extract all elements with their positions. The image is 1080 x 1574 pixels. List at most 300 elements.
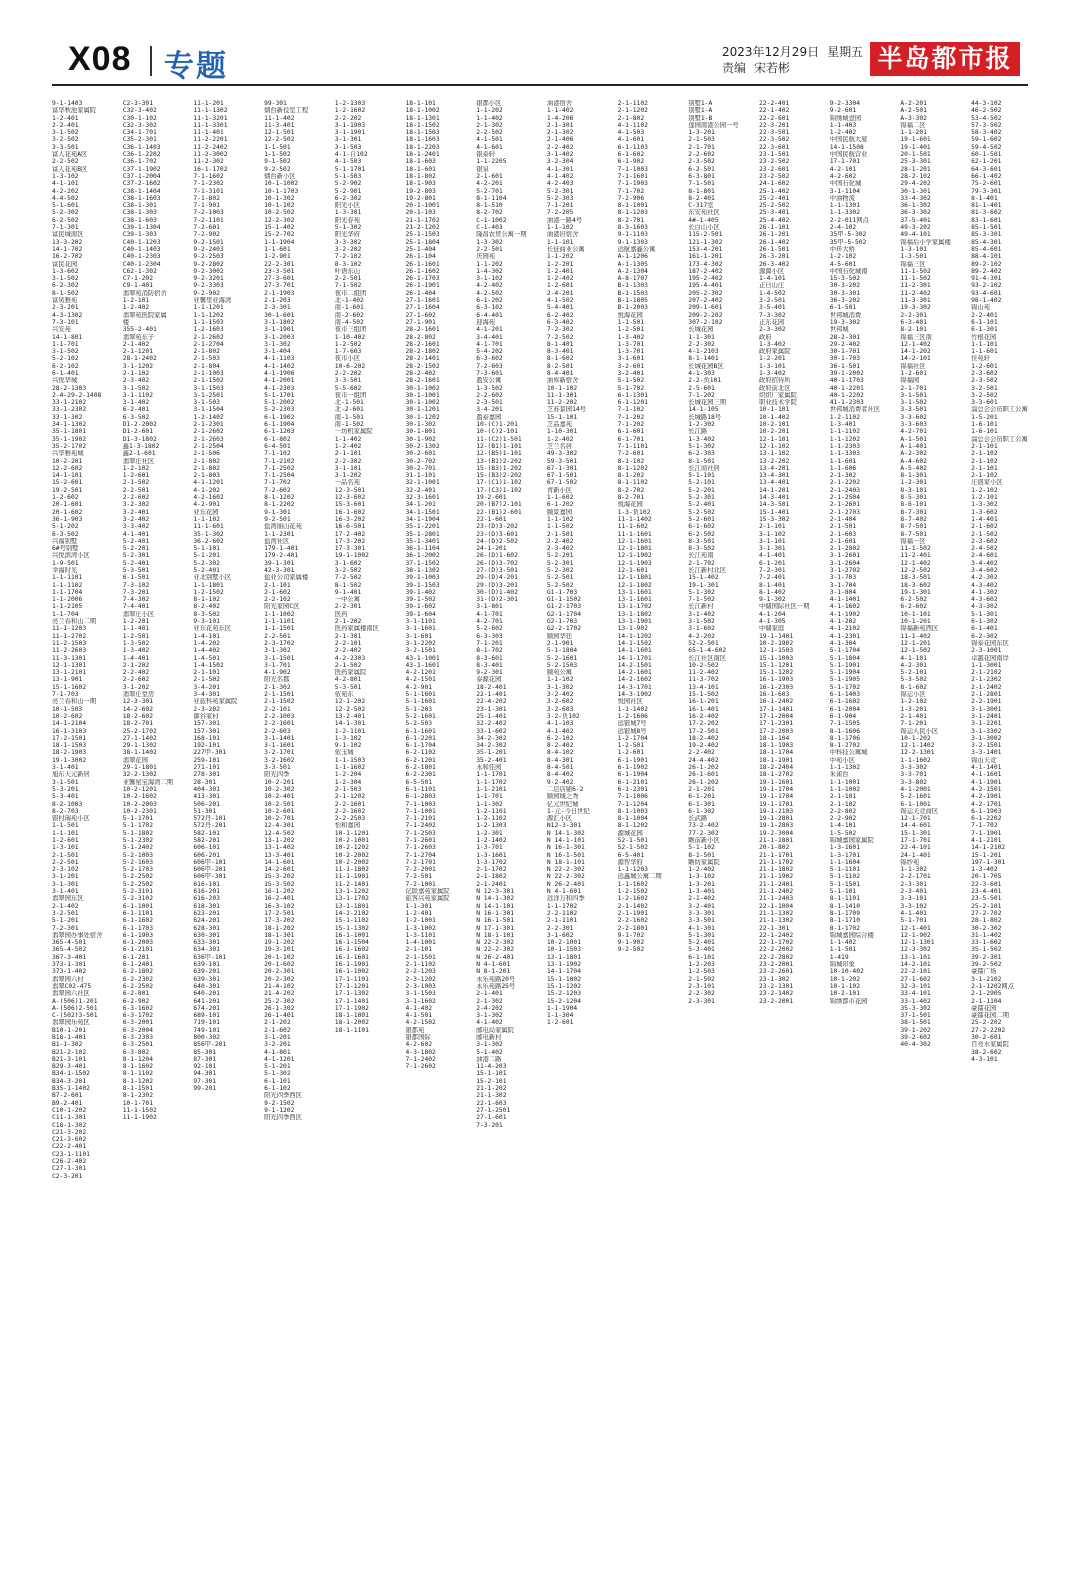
listing-entry: 1-3-402 <box>759 369 786 377</box>
listing-entry: 1-1-1904 <box>264 238 295 246</box>
listing-entry: 1-3-102 <box>688 873 715 881</box>
listing-entry: 4-2-901 <box>193 501 220 509</box>
listing-entry: 3-1-401 <box>52 888 79 896</box>
listing-entry: 373-1-301 <box>52 961 87 969</box>
listing-entry: 29-4-202 <box>900 180 931 188</box>
listing-entry: 87-301 <box>193 1055 217 1063</box>
listing-entry: 27-2-2202 <box>971 1026 1006 1034</box>
listing-entry: 27-1-602 <box>900 975 931 983</box>
listing-entry: 6-1-501 <box>122 574 150 582</box>
listing-entry: 22-4-202 <box>476 698 507 706</box>
listing-entry: 6-2-402 <box>546 311 574 319</box>
listing-entry: 12-1-1801 <box>617 545 652 553</box>
listing-entry: 3-3-402 <box>122 523 150 531</box>
listing-entry: 兴悦滨湾小区 <box>52 552 90 560</box>
listing-entry: 1-2-401 <box>52 114 79 122</box>
listing-entry: 17-3-202 <box>264 917 295 925</box>
listing-entry: 6-1-802 <box>264 435 291 443</box>
listing-entry: 2-2-1901 <box>971 698 1002 706</box>
listing-entry: 夜市一组团 <box>334 391 367 399</box>
listing-entry: 10-2-602 <box>52 712 83 720</box>
listing-entry: 19-1-1704 <box>759 793 794 801</box>
listing-entry: 4-1-202 <box>829 618 857 626</box>
listing-entry: 1-2-1402 <box>193 413 224 421</box>
listing-entry: 11-1-401 <box>193 129 224 137</box>
listing-entry: 瞻纺家属院 <box>688 858 720 866</box>
listing-entry: 2-2-802 <box>829 807 857 815</box>
listing-entry: 11-1-1802 <box>334 866 369 874</box>
listing-entry: 624-201 <box>193 917 220 925</box>
listing-entry: 7-2-301 <box>52 924 79 932</box>
listing-entry: A-2-501 <box>900 107 927 115</box>
listing-entry: 3-3-301 <box>688 909 715 917</box>
listing-entry: 2-3-502 <box>971 377 998 385</box>
listing-entry: 3-1-102 <box>759 530 786 538</box>
listing-entry: 8-3-1603 <box>617 224 648 232</box>
listing-entry: 4-1-2103 <box>688 348 719 356</box>
listing-entry: 38-1-1302 <box>405 567 440 574</box>
listing-entry: 1-1-3001 <box>971 661 1002 669</box>
listing-entry: 16-1-1001 <box>334 931 369 939</box>
listing-entry: 4-1-1102 <box>617 121 648 129</box>
listing-entry: 13-1-2101 <box>52 669 87 677</box>
listing-entry: 639-101 <box>193 961 220 969</box>
listing-entry: 23-2-2001 <box>759 961 794 969</box>
listing-entry: 31-(D)2-301 <box>476 596 518 604</box>
listing-entry: 2-1-2601 <box>829 501 861 509</box>
listing-entry: 9-2-3201 <box>193 275 224 283</box>
listing-entry: 2-1-102 <box>971 457 998 465</box>
listing-entry: 17-(C1)1-102 <box>476 479 522 487</box>
listing-entry: 3-5-401 <box>759 304 786 312</box>
listing-entry: 6-2-2302 <box>122 975 154 983</box>
listing-entry: 6-2-1102 <box>405 749 436 757</box>
listing-entry: 25-2-1702 <box>122 727 157 735</box>
listing-entry: A-1-1305 <box>617 260 648 268</box>
listing-entry: 4-2-1701 <box>971 800 1002 808</box>
listing-entry: 10-1-701 <box>122 1099 154 1107</box>
listing-entry: 庆园苑 <box>476 253 496 261</box>
listing-entry: 207-2-402 <box>688 297 723 305</box>
listing-entry: 14-1-801 <box>52 333 83 341</box>
listing-entry: 2-3-602 <box>971 369 998 377</box>
listing-entry: A-1-501 <box>900 435 927 443</box>
listing-entry: 25-2-202 <box>971 1019 1002 1027</box>
listing-entry: 3-3-1401 <box>971 749 1002 757</box>
listing-entry: 青新小区 <box>546 486 573 494</box>
listing-entry: 3-1-2102 <box>971 975 1002 983</box>
listing-entry: 1-2-102 <box>971 486 998 494</box>
listing-entry: 7-1-202 <box>617 421 645 429</box>
listing-entry: 6-3-2501 <box>122 1041 154 1049</box>
listing-entry: 18-1-2702 <box>759 771 794 779</box>
listing-entry: 11-1-1402 <box>617 515 652 523</box>
listing-entry: 3-3-601 <box>971 399 998 407</box>
listing-entry: 2-1-502 <box>193 676 220 684</box>
listing-entry: 19-1-1704 <box>759 785 794 793</box>
listing-entry: 8-7-501 <box>900 523 927 531</box>
listing-entry: 2-1-2302 <box>971 676 1002 684</box>
listing-entry: 1-2-101 <box>971 494 998 502</box>
listing-entry: 4-1-1103 <box>264 355 295 363</box>
listing-entry: 14-1-2102 <box>971 844 1006 852</box>
listing-entry: 1-2-1303 <box>476 822 507 830</box>
listing-entry: 3-4-201 <box>193 683 220 691</box>
listing-entry: 10-2-1602 <box>122 793 157 801</box>
listing-entry: 1-3-302 <box>971 501 998 509</box>
listing-entry: 6-1-501 <box>829 304 857 312</box>
listing-entry: 银都小区 <box>476 100 502 107</box>
listing-entry: 4-1-2101 <box>971 836 1002 844</box>
listing-entry: 4-1-302 <box>971 588 998 596</box>
listing-entry: 莲园南港公园一号 <box>688 121 739 129</box>
listing-entry: 3-1-1903 <box>334 121 366 129</box>
listing-entry: 373-1-402 <box>52 968 87 976</box>
listing-column <box>406 100 474 1562</box>
listing-entry: 5-1-2302 <box>122 836 154 844</box>
listing-entry: 5-2-2502 <box>122 880 154 888</box>
listing-entry: 2-1-2504 <box>829 494 861 502</box>
listing-entry: 153-4-201 <box>688 245 723 253</box>
listing-entry: 1-2-1101 <box>334 727 366 735</box>
listing-entry: C38-1-301 <box>122 202 157 210</box>
listing-entry: 39-1-402 <box>405 588 436 596</box>
listing-entry: 2-4-202 <box>476 1004 503 1012</box>
listing-entry: 1-2-501 <box>617 326 645 334</box>
listing-entry: 7-1-901 <box>193 202 220 210</box>
listing-entry: 20-1-102 <box>264 953 295 961</box>
listing-entry: 15-1-1202 <box>759 669 794 677</box>
listing-entry: 油库新宿舍 <box>546 377 579 385</box>
listing-entry: 1-2-203 <box>688 961 715 969</box>
listing-entry: 4-2-2303 <box>334 654 366 662</box>
newspaper-masthead: 半岛都市报 <box>870 42 1020 76</box>
listing-entry: 1-2-402 <box>546 435 574 443</box>
listing-entry: 锦福新苑西区 <box>900 625 939 633</box>
listing-entry: 19-3-101 <box>264 946 295 954</box>
listing-entry: 4-1-2301 <box>829 632 861 640</box>
listing-entry: 8-3-101 <box>900 486 927 494</box>
listing-entry: 355-2-401 <box>122 326 157 334</box>
listing-entry: 22-1-401 <box>476 691 507 699</box>
listing-entry: 17-1-701 <box>829 158 861 166</box>
listing-entry: 25-1-1804 <box>405 238 440 246</box>
listing-entry: 2-1-1702 <box>476 866 507 874</box>
listing-entry: 8-1-401 <box>759 581 786 589</box>
listing-entry: 邮电新村 <box>476 1034 502 1041</box>
listing-entry: 2-1-2703 <box>829 508 861 516</box>
listing-entry: 16-6-501 <box>334 523 366 531</box>
listing-entry: 15-2-1204 <box>546 997 582 1005</box>
listing-entry: 15-2-702 <box>264 231 295 239</box>
listing-entry: 5-1-302 <box>334 224 362 232</box>
listing-entry: 百亮水家属院 <box>971 1041 1009 1049</box>
listing-entry: 1-3-301 <box>334 209 362 217</box>
listing-entry: 6-1-602 <box>617 151 645 159</box>
listing-entry: 689-101 <box>193 1012 220 1020</box>
listing-entry: 22-2-2802 <box>759 953 794 961</box>
listing-entry: 1-元-今日世纪 <box>546 807 590 815</box>
listing-entry: 5-2-901 <box>334 187 362 195</box>
listing-entry: 6-3-402 <box>546 318 574 326</box>
listing-entry: 3-3-101 <box>900 895 927 903</box>
listing-entry: 4-2-403 <box>546 180 574 188</box>
listing-entry: 1-10-301 <box>546 428 578 436</box>
listing-entry: 锦运小区 <box>900 691 926 699</box>
listing-entry: 3-1-101 <box>334 464 362 472</box>
listing-entry: 3-2-401 <box>688 902 715 910</box>
listing-entry: 银泉 <box>476 165 489 173</box>
listing-entry: 8-1-102 <box>617 457 645 465</box>
listing-entry: 36-1-501 <box>829 362 861 370</box>
listing-entry: C22-2-401 <box>52 1143 87 1151</box>
listing-entry: 18-2-2404 <box>759 764 794 772</box>
listing-entry: 24-(D)2-502 <box>476 537 518 545</box>
listing-entry: 4-2-1502 <box>405 1019 436 1027</box>
listing-entry: 幸福时光 <box>52 567 78 574</box>
listing-entry: 盈安公寓 <box>476 377 502 385</box>
listing-entry: 7-1-1602 <box>193 172 224 180</box>
listing-entry: 1-1-301 <box>405 902 433 910</box>
listing-entry: 10-2-1201 <box>122 785 157 793</box>
listing-entry: 8-1-1602 <box>122 1063 154 1071</box>
listing-entry: 719-101 <box>193 1019 220 1027</box>
listing-entry: 73-2-402 <box>688 822 719 830</box>
listing-entry: 5-2-902 <box>334 180 362 188</box>
listing-entry: 12-2-1301 <box>900 749 935 757</box>
listing-entry: 2-1-402 <box>122 340 150 348</box>
listing-entry: C2-3-301 <box>122 100 154 107</box>
listing-entry: 2-2-302 <box>688 340 715 348</box>
page-number: X08 <box>68 40 132 78</box>
listing-entry: 亚馨星宝海湾二期 <box>122 778 174 786</box>
listing-entry: 1-3-402 <box>122 647 150 655</box>
listing-entry: 3-1-1102 <box>122 391 154 399</box>
listing-entry: 22-1-601 <box>476 515 507 523</box>
listing-entry: 5-1-1704 <box>829 647 861 655</box>
listing-entry: 2-2-1602 <box>334 807 366 815</box>
listing-entry: 5-2-1003 <box>122 851 154 859</box>
listing-entry: 28-1-2402 <box>122 355 157 363</box>
listing-entry: 8-1-402 <box>759 588 786 596</box>
listing-entry: 13-2-401 <box>334 712 366 720</box>
listing-entry: 22-1-301 <box>759 924 790 932</box>
listing-entry: 4-1-401 <box>759 552 786 560</box>
listing-entry: 1-2-301 <box>900 479 927 487</box>
listing-entry: 21-1-1801 <box>759 836 794 844</box>
listing-entry: 2-2-902 <box>829 815 857 823</box>
listing-entry: 10-1-101 <box>900 610 931 618</box>
listing-entry: 6-2-801 <box>122 990 150 998</box>
listing-entry: 12-1-101 <box>759 435 790 443</box>
listing-entry: 3-3-302 <box>900 764 927 772</box>
listing-entry: C11-1-301 <box>52 1114 87 1122</box>
listing-entry: 6-1-1201 <box>617 399 648 407</box>
listing-entry: 179-2-401 <box>264 552 299 560</box>
listing-entry: 7-1-502 <box>334 282 362 290</box>
listing-entry: 7-1-703 <box>52 691 79 699</box>
listing-entry: 6-2-502 <box>52 216 79 224</box>
listing-entry: 19-1-1601 <box>759 778 794 786</box>
listing-entry: 26-1-302 <box>264 1004 295 1012</box>
listing-entry: 8-1-501 <box>688 851 715 859</box>
listing-entry: 11-1-201 <box>193 100 224 107</box>
listing-entry: 22-2-601 <box>759 114 790 122</box>
listing-entry: 8-3-102 <box>334 260 362 268</box>
listing-entry: 1-3-502 <box>476 384 503 392</box>
listing-entry: 8-1-602 <box>900 683 927 691</box>
listing-entry: 28-2-1601 <box>405 377 440 385</box>
listing-entry: 4-3-101 <box>971 1055 998 1063</box>
listing-entry: G2-1-1704 <box>546 610 582 618</box>
listing-entry: 3-1-404 <box>264 348 291 356</box>
listing-entry: 29-(D)3-201 <box>476 581 518 589</box>
editor-name: 宋若彬 <box>754 61 791 75</box>
listing-entry: 1-4-101 <box>759 275 786 283</box>
listing-entry: A-2-302 <box>900 450 927 458</box>
listing-entry: 10-2-201 <box>759 428 790 436</box>
listing-entry: 3-1-502 <box>688 618 715 626</box>
listing-entry: 7-1-2704 <box>405 851 436 859</box>
listing-entry: 3-1-3002 <box>971 734 1002 742</box>
listing-entry: 2-1-404 <box>829 515 857 523</box>
listing-entry: 1-3-402 <box>688 435 715 443</box>
listing-entry: 30-1-703 <box>829 355 861 363</box>
listing-entry: 52-1-502 <box>617 844 648 852</box>
listing-entry: 23-2-601 <box>759 165 790 173</box>
listing-entry: 1-3-602 <box>971 508 998 516</box>
listing-entry: 8-6-101 <box>900 501 927 509</box>
listing-entry: B-1-1805 <box>617 297 648 305</box>
listing-entry: 5-4-202 <box>476 348 503 356</box>
listing-entry: 8-1-1410 <box>829 902 861 910</box>
listing-entry: 7-4-302 <box>122 596 150 604</box>
listing-entry: 5-2-701 <box>476 187 503 195</box>
listing-entry: 1-1-1503 <box>334 756 366 764</box>
listing-entry: 24-1-201 <box>476 545 507 553</box>
listing-entry: 5-2-502 <box>546 581 574 589</box>
listing-entry: 8-4-102 <box>546 749 574 757</box>
listing-entry: 606-101 <box>193 844 220 852</box>
listing-entry: 15-3-302 <box>759 515 790 523</box>
listing-entry: 6-1-202 <box>476 297 503 305</box>
listing-entry: 1-1-502 <box>264 151 291 159</box>
listing-entry: 30-1-1001 <box>405 391 440 399</box>
listing-entry: 20-1-601 <box>52 501 83 509</box>
listing-entry: 3-3-501 <box>334 377 362 385</box>
listing-entry: 5-2-503 <box>405 720 433 728</box>
listing-entry: 2-1-102 <box>971 472 998 480</box>
listing-entry: 医药 <box>334 610 348 618</box>
listing-entry: 7-2-902 <box>193 231 220 239</box>
listing-entry: 19-3-302 <box>900 304 931 312</box>
listing-entry: 367-3-401 <box>52 953 87 961</box>
listing-entry: 20-1-802 <box>759 844 790 852</box>
listing-entry: 11-3-401 <box>264 121 295 129</box>
listing-entry: 4-1-1201 <box>264 1055 295 1063</box>
listing-entry: 34-2-302 <box>476 742 507 750</box>
listing-entry: 1-2-101 <box>122 297 150 305</box>
listing-entry: 85-4-301 <box>971 238 1002 246</box>
listing-entry: 278-301 <box>193 771 220 779</box>
listing-entry: 10-1-202 <box>900 734 931 742</box>
listing-entry: 1-1-102 <box>546 676 574 684</box>
listing-entry: 209-2-202 <box>688 311 723 319</box>
listing-entry: 8-4-301 <box>546 756 574 764</box>
listing-entry: 7-2-102 <box>334 253 362 261</box>
listing-entry: 2-2-502 <box>52 158 79 166</box>
listing-entry: 6-3-1602 <box>122 1004 154 1012</box>
listing-entry: 15-1-301 <box>900 829 931 837</box>
listing-entry: 银村瑞苑小区 <box>52 815 90 823</box>
listing-entry: 20-1-1001 <box>405 202 440 210</box>
listing-entry: 23-5-501 <box>971 895 1002 903</box>
listing-entry: 富人花苑A区 <box>52 151 88 159</box>
listing-entry: 2-2-401 <box>52 121 79 129</box>
listing-entry: 7-1-501 <box>688 180 715 188</box>
listing-entry: 14-1-301 <box>334 720 366 728</box>
listing-entry: 14-1-1601 <box>617 647 652 655</box>
listing-entry: 1-1-1202 <box>193 311 224 319</box>
listing-entry: 1-1-302 <box>900 866 927 874</box>
listing-entry: 2-2-301 <box>546 924 574 932</box>
listing-entry: N 4-1-601 <box>546 888 582 896</box>
listing-entry: 6-1-701 <box>617 435 645 443</box>
listing-entry: 5-1-301 <box>971 610 998 618</box>
listing-entry: 18-1-101 <box>405 100 436 107</box>
listing-entry: 15-1-402 <box>688 574 719 582</box>
listing-entry: 1-1-2303 <box>829 442 861 450</box>
listing-entry: 3-1-301 <box>52 880 79 888</box>
listing-entry: 6-2-302 <box>971 632 998 640</box>
listing-entry: 13-1-1801 <box>334 902 369 910</box>
listing-entry: 6-3-102 <box>476 304 503 312</box>
listing-entry: 亚馨里亚海湾 <box>193 297 232 305</box>
listing-entry: 9-1-1303 <box>617 238 648 246</box>
listing-entry: 11-1-602 <box>617 523 648 531</box>
listing-entry: 13-1-1702 <box>334 895 369 903</box>
listing-entry: 2-2-202 <box>334 369 362 377</box>
listing-entry: 世邦城消费 <box>829 311 862 319</box>
listing-entry: 11-1-301 <box>546 391 578 399</box>
listing-entry: 22-3-201 <box>759 121 790 129</box>
listing-entry: 30-1-1002 <box>405 399 440 407</box>
listing-entry: 36-1-302 <box>900 202 931 210</box>
listing-column <box>971 100 1039 1562</box>
listing-entry: 15-1-1002 <box>546 975 582 983</box>
listing-entry: 10-1-101 <box>759 406 790 414</box>
listing-entry: 30-1-801 <box>405 428 436 436</box>
listing-entry: 1-1-1702 <box>546 902 578 910</box>
listing-entry: D1-2-2002 <box>122 421 157 429</box>
listing-entry: 3-4-201 <box>476 406 503 414</box>
listing-entry: 2-1-1903 <box>264 289 295 297</box>
listing-entry: 5-3-501 <box>334 683 362 691</box>
listing-entry: 94-301 <box>193 1070 217 1078</box>
listing-entry: 10-2-101 <box>829 990 861 998</box>
listing-entry: 5-2-501 <box>546 574 574 582</box>
listing-entry: 40-1-2201 <box>829 384 864 392</box>
listing-entry: 13-1-902 <box>617 625 648 633</box>
listing-entry: 亚旅科苑家属院 <box>193 698 238 706</box>
listing-entry: 中储家庭 <box>759 625 785 633</box>
listing-column <box>900 100 968 1562</box>
listing-entry: 6-2-102 <box>52 362 79 370</box>
listing-entry: 5-1-503 <box>334 172 362 180</box>
listing-entry: 16-1-2402 <box>759 698 794 706</box>
listing-entry: 中国石化城 <box>829 180 862 188</box>
listing-entry: 14-1-105 <box>688 406 719 414</box>
